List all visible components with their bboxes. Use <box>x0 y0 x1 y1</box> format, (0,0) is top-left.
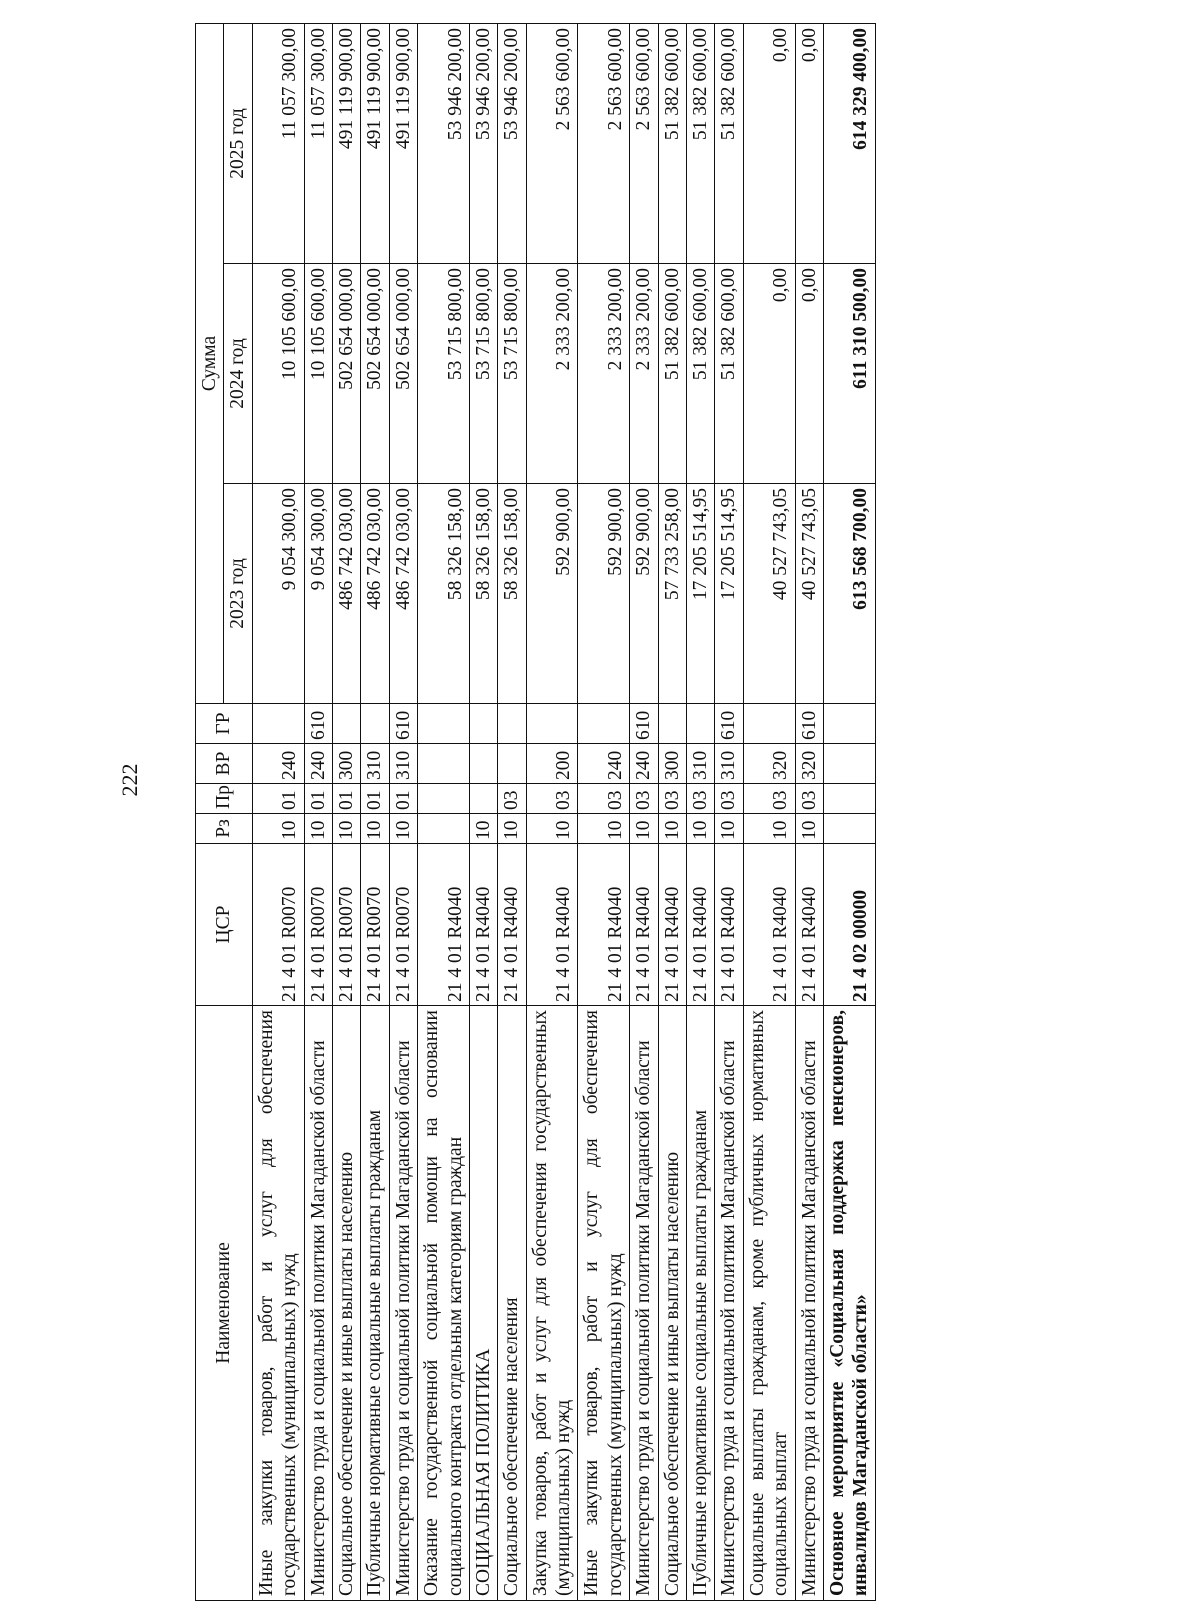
cell-pr: 03 <box>715 784 743 814</box>
cell-csr: 21 4 01 R4040 <box>715 844 743 1006</box>
cell-2023: 57 733 258,00 <box>658 484 686 704</box>
cell-rz: 10 <box>658 814 686 844</box>
cell-rz: 10 <box>630 814 658 844</box>
cell-name: Иные закупки товаров, работ и услуг для обеспечения государственных (муниципальных) нужд <box>252 1006 304 1601</box>
cell-gr: 610 <box>795 704 823 744</box>
cell-gr <box>469 704 497 744</box>
cell-csr: 21 4 01 R4040 <box>658 844 686 1006</box>
cell-2025: 53 946 200,00 <box>418 24 470 264</box>
cell-rz <box>823 814 875 844</box>
cell-csr: 21 4 01 R4040 <box>630 844 658 1006</box>
table-row <box>715 24 743 1601</box>
cell-2024: 51 382 600,00 <box>715 264 743 484</box>
cell-name: Социальное обеспечение и иные выплаты населению <box>332 1006 360 1601</box>
table-row <box>687 24 715 1601</box>
cell-2023: 9 054 300,00 <box>252 484 304 704</box>
table-row <box>823 24 875 1601</box>
cell-vr: 240 <box>630 744 658 784</box>
cell-gr: 610 <box>630 704 658 744</box>
cell-2023: 592 900,00 <box>578 484 630 704</box>
cell-2023: 58 326 158,00 <box>469 484 497 704</box>
cell-pr: 03 <box>795 784 823 814</box>
budget-table <box>195 23 876 1601</box>
cell-rz: 10 <box>526 814 578 844</box>
cell-rz: 10 <box>252 814 304 844</box>
cell-csr: 21 4 01 R0070 <box>252 844 304 1006</box>
header-2024: 2024 год <box>224 264 252 484</box>
cell-csr: 21 4 01 R4040 <box>498 844 526 1006</box>
cell-2025: 614 329 400,00 <box>823 24 875 264</box>
cell-csr: 21 4 01 R4040 <box>469 844 497 1006</box>
cell-vr: 240 <box>304 744 332 784</box>
cell-vr: 240 <box>252 744 304 784</box>
cell-pr: 03 <box>498 784 526 814</box>
cell-2023: 58 326 158,00 <box>498 484 526 704</box>
cell-2024: 2 333 200,00 <box>630 264 658 484</box>
table-row <box>743 24 795 1601</box>
header-gr: ГР <box>196 704 253 744</box>
cell-2024: 53 715 800,00 <box>469 264 497 484</box>
cell-2024: 53 715 800,00 <box>498 264 526 484</box>
cell-2023: 9 054 300,00 <box>304 484 332 704</box>
table-row <box>630 24 658 1601</box>
cell-rz: 10 <box>469 814 497 844</box>
cell-name: Министерство труда и социальной политики Магаданской области <box>715 1006 743 1601</box>
cell-rz: 10 <box>687 814 715 844</box>
cell-csr: 21 4 01 R4040 <box>526 844 578 1006</box>
cell-2023: 40 527 743,05 <box>795 484 823 704</box>
cell-2025: 0,00 <box>743 24 795 264</box>
cell-rz <box>418 814 470 844</box>
cell-2023: 613 568 700,00 <box>823 484 875 704</box>
cell-vr: 310 <box>389 744 417 784</box>
cell-rz: 10 <box>743 814 795 844</box>
header-csr: ЦСР <box>196 844 253 1006</box>
table-row <box>389 24 417 1601</box>
cell-gr <box>823 704 875 744</box>
cell-2024: 2 333 200,00 <box>578 264 630 484</box>
cell-rz: 10 <box>332 814 360 844</box>
cell-2025: 51 382 600,00 <box>687 24 715 264</box>
cell-2023: 592 900,00 <box>526 484 578 704</box>
cell-rz: 10 <box>578 814 630 844</box>
cell-name: Закупка товаров, работ и услуг для обеспечения государственных (муниципальных) нужд <box>526 1006 578 1601</box>
table-body <box>252 24 875 1601</box>
cell-csr: 21 4 01 R4040 <box>743 844 795 1006</box>
cell-2023: 486 742 030,00 <box>361 484 389 704</box>
cell-2024: 502 654 000,00 <box>332 264 360 484</box>
header-vr: ВР <box>196 744 253 784</box>
cell-2023: 486 742 030,00 <box>389 484 417 704</box>
cell-2024: 10 105 600,00 <box>304 264 332 484</box>
cell-2024: 0,00 <box>795 264 823 484</box>
cell-2023: 486 742 030,00 <box>332 484 360 704</box>
cell-csr: 21 4 01 R0070 <box>361 844 389 1006</box>
cell-2023: 58 326 158,00 <box>418 484 470 704</box>
cell-vr: 240 <box>578 744 630 784</box>
page-number: 222 <box>117 763 142 797</box>
cell-2024: 51 382 600,00 <box>658 264 686 484</box>
cell-csr: 21 4 01 R4040 <box>795 844 823 1006</box>
cell-csr: 21 4 01 R0070 <box>304 844 332 1006</box>
cell-name: Министерство труда и социальной политики Магаданской области <box>795 1006 823 1601</box>
cell-vr: 300 <box>658 744 686 784</box>
cell-gr: 610 <box>389 704 417 744</box>
cell-2025: 51 382 600,00 <box>658 24 686 264</box>
cell-gr <box>252 704 304 744</box>
cell-2023: 17 205 514,95 <box>687 484 715 704</box>
table-row <box>498 24 526 1601</box>
cell-name: Оказание государственной социальной помощи на основании социального контракта отдельным категориям граждан <box>418 1006 470 1601</box>
cell-vr: 320 <box>795 744 823 784</box>
table-row <box>252 24 304 1601</box>
cell-name: Публичные нормативные социальные выплаты гражданам <box>361 1006 389 1601</box>
cell-gr <box>578 704 630 744</box>
cell-2025: 0,00 <box>795 24 823 264</box>
table-row <box>578 24 630 1601</box>
cell-pr <box>418 784 470 814</box>
cell-pr: 01 <box>304 784 332 814</box>
cell-name: Основное мероприятие «Социальная поддержка пенсионеров, инвалидов Магаданской области» <box>823 1006 875 1601</box>
cell-pr <box>469 784 497 814</box>
cell-pr: 03 <box>526 784 578 814</box>
cell-vr: 310 <box>361 744 389 784</box>
table-row <box>795 24 823 1601</box>
table-header <box>196 24 253 1601</box>
cell-gr <box>658 704 686 744</box>
cell-2024: 2 333 200,00 <box>526 264 578 484</box>
cell-name: Министерство труда и социальной политики Магаданской области <box>630 1006 658 1601</box>
cell-name: Социальное обеспечение населения <box>498 1006 526 1601</box>
cell-rz: 10 <box>795 814 823 844</box>
cell-2025: 2 563 600,00 <box>526 24 578 264</box>
cell-gr <box>418 704 470 744</box>
cell-vr <box>498 744 526 784</box>
header-sum: Сумма <box>196 24 224 704</box>
table-row <box>332 24 360 1601</box>
cell-csr: 21 4 01 R4040 <box>578 844 630 1006</box>
cell-2024: 502 654 000,00 <box>361 264 389 484</box>
cell-rz: 10 <box>498 814 526 844</box>
cell-2025: 51 382 600,00 <box>715 24 743 264</box>
cell-vr: 200 <box>526 744 578 784</box>
cell-csr: 21 4 01 R0070 <box>332 844 360 1006</box>
cell-gr: 610 <box>715 704 743 744</box>
cell-2023: 40 527 743,05 <box>743 484 795 704</box>
cell-vr: 300 <box>332 744 360 784</box>
cell-name: Министерство труда и социальной политики Магаданской области <box>389 1006 417 1601</box>
cell-gr: 610 <box>304 704 332 744</box>
cell-vr: 320 <box>743 744 795 784</box>
header-name: Наименование <box>196 1006 253 1601</box>
cell-2025: 491 119 900,00 <box>332 24 360 264</box>
cell-2024: 611 310 500,00 <box>823 264 875 484</box>
cell-2025: 491 119 900,00 <box>361 24 389 264</box>
cell-name: Социальное обеспечение и иные выплаты населению <box>658 1006 686 1601</box>
cell-rz: 10 <box>304 814 332 844</box>
table-row <box>304 24 332 1601</box>
cell-pr: 01 <box>361 784 389 814</box>
cell-pr: 01 <box>332 784 360 814</box>
cell-2025: 491 119 900,00 <box>389 24 417 264</box>
cell-csr: 21 4 01 R4040 <box>687 844 715 1006</box>
cell-gr <box>687 704 715 744</box>
cell-2025: 11 057 300,00 <box>252 24 304 264</box>
cell-csr: 21 4 01 R4040 <box>418 844 470 1006</box>
cell-pr: 03 <box>743 784 795 814</box>
cell-name: Иные закупки товаров, работ и услуг для обеспечения государственных (муниципальных) нужд <box>578 1006 630 1601</box>
cell-2024: 51 382 600,00 <box>687 264 715 484</box>
cell-pr: 03 <box>630 784 658 814</box>
cell-2025: 11 057 300,00 <box>304 24 332 264</box>
cell-2024: 10 105 600,00 <box>252 264 304 484</box>
table-row <box>658 24 686 1601</box>
header-2025: 2025 год <box>224 24 252 264</box>
cell-2024: 53 715 800,00 <box>418 264 470 484</box>
table-row <box>526 24 578 1601</box>
cell-gr <box>743 704 795 744</box>
cell-name: Публичные нормативные социальные выплаты гражданам <box>687 1006 715 1601</box>
table-row <box>361 24 389 1601</box>
cell-vr <box>469 744 497 784</box>
cell-pr: 03 <box>687 784 715 814</box>
header-2023: 2023 год <box>224 484 252 704</box>
cell-vr <box>823 744 875 784</box>
cell-name: СОЦИАЛЬНАЯ ПОЛИТИКА <box>469 1006 497 1601</box>
cell-2024: 0,00 <box>743 264 795 484</box>
cell-vr: 310 <box>715 744 743 784</box>
cell-2025: 2 563 600,00 <box>630 24 658 264</box>
cell-pr: 01 <box>389 784 417 814</box>
cell-rz: 10 <box>389 814 417 844</box>
cell-csr: 21 4 02 00000 <box>823 844 875 1006</box>
cell-2023: 592 900,00 <box>630 484 658 704</box>
cell-gr <box>332 704 360 744</box>
cell-2023: 17 205 514,95 <box>715 484 743 704</box>
cell-name: Социальные выплаты гражданам, кроме публичных нормативных социальных выплат <box>743 1006 795 1601</box>
cell-2025: 53 946 200,00 <box>469 24 497 264</box>
header-rz: Рз <box>196 814 253 844</box>
table-row <box>469 24 497 1601</box>
cell-rz: 10 <box>715 814 743 844</box>
cell-gr <box>526 704 578 744</box>
cell-pr <box>823 784 875 814</box>
cell-gr <box>361 704 389 744</box>
cell-pr: 03 <box>658 784 686 814</box>
cell-csr: 21 4 01 R0070 <box>389 844 417 1006</box>
cell-vr <box>418 744 470 784</box>
table-row <box>418 24 470 1601</box>
cell-2025: 53 946 200,00 <box>498 24 526 264</box>
header-pr: Пр <box>196 784 253 814</box>
cell-vr: 310 <box>687 744 715 784</box>
cell-rz: 10 <box>361 814 389 844</box>
cell-2024: 502 654 000,00 <box>389 264 417 484</box>
cell-gr <box>498 704 526 744</box>
cell-2025: 2 563 600,00 <box>578 24 630 264</box>
cell-name: Министерство труда и социальной политики Магаданской области <box>304 1006 332 1601</box>
cell-pr: 03 <box>578 784 630 814</box>
cell-pr: 01 <box>252 784 304 814</box>
